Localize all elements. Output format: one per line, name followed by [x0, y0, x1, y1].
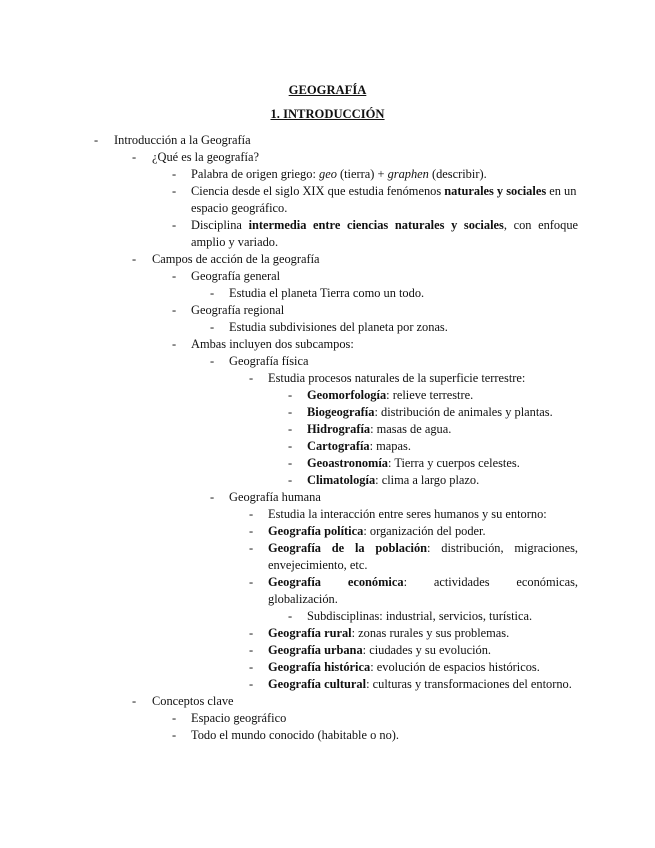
text-run: Estudia la interacción entre seres humanos y su entorno: — [268, 507, 547, 521]
outline-item-text — [268, 574, 578, 608]
bullet-dash: - — [249, 371, 254, 385]
outline-item-level-3 — [0, 353, 655, 370]
outline-item-level-4 — [0, 506, 655, 523]
outline-item-level-3 — [0, 285, 655, 302]
bold-term: Climatología — [307, 473, 376, 487]
bullet-dash: - — [210, 490, 215, 504]
outline-item-level-2 — [0, 302, 655, 319]
bullet-dash: - — [132, 694, 137, 708]
outline-item-level-2 — [0, 268, 655, 285]
outline-item-text — [307, 608, 578, 625]
text-run: : masas de agua. — [370, 422, 452, 436]
text-run: Geografía general — [191, 269, 281, 283]
bold-term: Geografía económica — [268, 575, 404, 589]
bold-term: Geoastronomía — [307, 456, 388, 470]
text-run: : clima a largo plazo. — [375, 473, 480, 487]
text-run: : zonas rurales y sus problemas. — [351, 626, 510, 640]
text-run: : organización del poder. — [363, 524, 486, 538]
bold-term: Geografía cultural — [268, 677, 367, 691]
outline-item-level-5 — [0, 608, 655, 625]
italic-term: geo — [319, 167, 337, 181]
outline-item-text — [191, 302, 578, 319]
bullet-dash: - — [132, 150, 137, 164]
text-run: Geografía humana — [229, 490, 321, 504]
bullet-dash: - — [172, 337, 177, 351]
outline-item-text — [114, 132, 578, 149]
text-run: Introducción a la Geografía — [114, 133, 251, 147]
section-heading: 1. INTRODUCCIÓN — [270, 107, 385, 121]
text-run: (tierra) + — [336, 167, 388, 181]
outline-item-text — [191, 336, 578, 353]
outline-item-level-2 — [0, 727, 655, 744]
outline-item-level-5 — [0, 455, 655, 472]
text-run: Espacio geográfico — [191, 711, 287, 725]
bullet-dash: - — [288, 422, 293, 436]
bullet-dash: - — [172, 728, 177, 742]
outline-item-level-2 — [0, 336, 655, 353]
text-run: : distribución de animales y plantas. — [374, 405, 553, 419]
outline-item-level-3 — [0, 319, 655, 336]
text-run: Campos de acción de la geografía — [152, 252, 320, 266]
bullet-dash: - — [288, 388, 293, 402]
outline-item-text — [152, 251, 578, 268]
outline-item-level-4 — [0, 370, 655, 387]
outline-item-level-5 — [0, 387, 655, 404]
outline-item-text — [191, 727, 578, 744]
outline-item-text — [191, 268, 578, 285]
bullet-dash: - — [249, 575, 254, 589]
bullet-dash: - — [288, 439, 293, 453]
bullet-dash: - — [132, 252, 137, 266]
outline-item-level-4 — [0, 659, 655, 676]
outline-item-level-2 — [0, 710, 655, 727]
outline-item-level-2 — [0, 166, 655, 183]
outline-item-text — [229, 319, 578, 336]
outline-item-level-4 — [0, 523, 655, 540]
outline-item-text — [307, 421, 578, 438]
outline-item-level-5 — [0, 472, 655, 489]
outline-item-level-4 — [0, 625, 655, 642]
text-run: : Tierra y cuerpos celestes. — [388, 456, 520, 470]
bold-term: Cartografía — [307, 439, 370, 453]
outline-item-text — [152, 693, 578, 710]
bullet-dash: - — [249, 541, 254, 555]
outline-item-level-4 — [0, 540, 655, 574]
outline-item-level-4 — [0, 574, 655, 608]
bullet-dash: - — [249, 660, 254, 674]
bullet-dash: - — [249, 643, 254, 657]
outline-item-level-4 — [0, 676, 655, 693]
outline-item-level-1 — [0, 693, 655, 710]
bullet-dash: - — [210, 320, 215, 334]
text-run: en un espacio geográfico. — [191, 184, 577, 215]
outline-item-text — [307, 455, 578, 472]
text-run: : relieve terrestre. — [386, 388, 474, 402]
text-run: Palabra de origen griego: — [191, 167, 319, 181]
outline-item-text — [268, 370, 578, 387]
outline-item-text — [268, 676, 578, 693]
text-run: : distribución, migraciones, envejecimiento, etc. — [268, 541, 578, 572]
outline-item-level-5 — [0, 421, 655, 438]
bullet-dash: - — [288, 473, 293, 487]
outline-item-text — [229, 285, 578, 302]
text-run: Estudia el planeta Tierra como un todo. — [229, 286, 425, 300]
bullet-dash: - — [172, 167, 177, 181]
text-run: Geografía física — [229, 354, 309, 368]
bullet-dash: - — [210, 286, 215, 300]
bold-term: Geomorfología — [307, 388, 387, 402]
bold-term: Geografía de la población — [268, 541, 428, 555]
outline-list — [0, 132, 655, 744]
bold-term: Biogeografía — [307, 405, 375, 419]
document-title: GEOGRAFÍA — [288, 83, 367, 97]
outline-item-level-4 — [0, 642, 655, 659]
outline-item-level-0 — [0, 132, 655, 149]
bold-term: Geografía histórica — [268, 660, 371, 674]
outline-item-text — [307, 387, 578, 404]
outline-item-text — [191, 217, 578, 251]
text-run: Conceptos clave — [152, 694, 234, 708]
outline-item-text — [268, 540, 578, 574]
bullet-dash: - — [172, 711, 177, 725]
bullet-dash: - — [288, 405, 293, 419]
text-run: Subdisciplinas: industrial, servicios, turística. — [307, 609, 533, 623]
bullet-dash: - — [172, 269, 177, 283]
outline-item-text — [191, 183, 578, 217]
outline-item-text — [307, 438, 578, 455]
text-run: : actividades económicas, globalización. — [268, 575, 578, 606]
bullet-dash: - — [172, 184, 177, 198]
text-run: (describir). — [428, 167, 487, 181]
text-run: Disciplina — [191, 218, 249, 232]
bold-term: intermedia entre ciencias naturales y sociales — [248, 218, 504, 232]
bold-term: Geografía urbana — [268, 643, 363, 657]
outline-item-text — [191, 166, 578, 183]
outline-item-level-1 — [0, 251, 655, 268]
outline-item-text — [152, 149, 578, 166]
outline-item-level-3 — [0, 489, 655, 506]
text-run: : evolución de espacios históricos. — [370, 660, 540, 674]
bullet-dash: - — [288, 456, 293, 470]
outline-item-level-1 — [0, 149, 655, 166]
text-run: Ciencia desde el siglo XIX que estudia fenómenos — [191, 184, 445, 198]
bold-term: Geografía política — [268, 524, 364, 538]
bullet-dash: - — [172, 303, 177, 317]
text-run: ¿Qué es la geografía? — [152, 150, 259, 164]
bullet-dash: - — [249, 626, 254, 640]
bold-term: Geografía rural — [268, 626, 352, 640]
outline-item-level-2 — [0, 183, 655, 217]
outline-item-text — [268, 659, 578, 676]
outline-item-text — [229, 489, 578, 506]
outline-item-level-5 — [0, 404, 655, 421]
bullet-dash: - — [249, 524, 254, 538]
outline-item-text — [307, 472, 578, 489]
bold-term: naturales y sociales — [444, 184, 547, 198]
outline-item-level-5 — [0, 438, 655, 455]
text-run: Estudia subdivisiones del planeta por zonas. — [229, 320, 448, 334]
bold-term: Hidrografía — [307, 422, 371, 436]
text-run: : culturas y transformaciones del entorno. — [366, 677, 572, 691]
italic-term: graphen — [387, 167, 429, 181]
outline-item-text — [268, 625, 578, 642]
outline-item-text — [268, 506, 578, 523]
outline-item-text — [191, 710, 578, 727]
text-run: , con enfoque amplio y variado. — [191, 218, 579, 249]
bullet-dash: - — [249, 677, 254, 691]
text-run: Estudia procesos naturales de la superficie terrestre: — [268, 371, 526, 385]
outline-item-text — [268, 523, 578, 540]
text-run: Geografía regional — [191, 303, 285, 317]
bullet-dash: - — [288, 609, 293, 623]
outline-item-text — [268, 642, 578, 659]
outline-item-level-2 — [0, 217, 655, 251]
bullet-dash: - — [172, 218, 177, 232]
bullet-dash: - — [94, 133, 99, 147]
text-run: : ciudades y su evolución. — [362, 643, 492, 657]
text-run: : mapas. — [369, 439, 411, 453]
outline-item-text — [229, 353, 578, 370]
bullet-dash: - — [249, 507, 254, 521]
text-run: Ambas incluyen dos subcampos: — [191, 337, 354, 351]
text-run: Todo el mundo conocido (habitable o no). — [191, 728, 400, 742]
bullet-dash: - — [210, 354, 215, 368]
outline-item-text — [307, 404, 578, 421]
